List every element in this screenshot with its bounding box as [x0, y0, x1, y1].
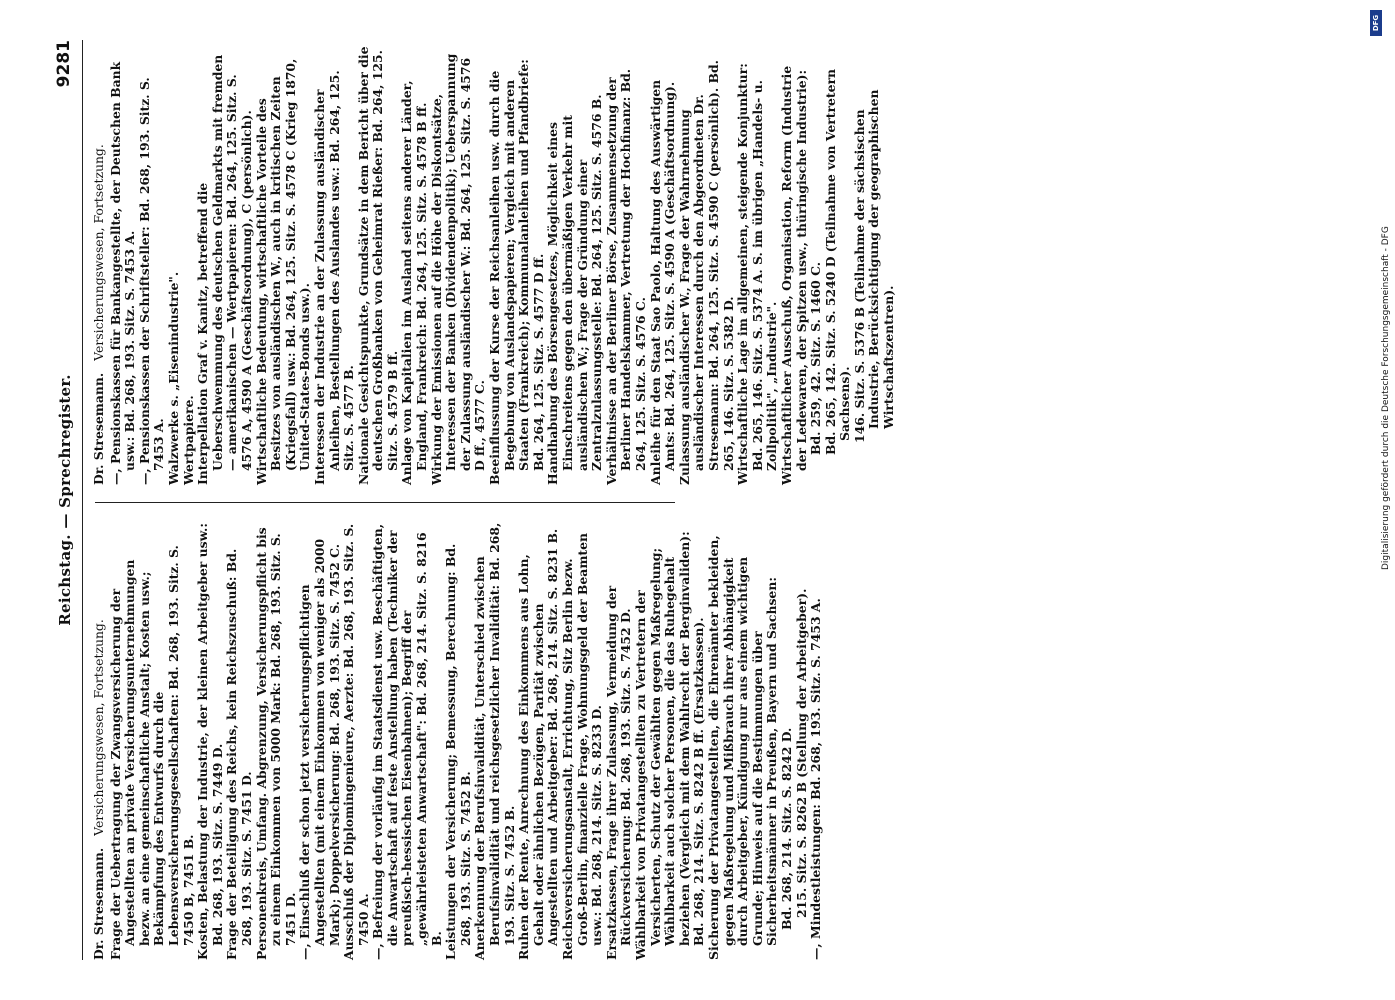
register-entry: Nationale Gesichtspunkte, Grundsätze in dem Bericht über die deutschen Großbanken von Geheimrat Rießer: Bd. 264, 125. Sitz. S. 4579 B ff.	[355, 46, 400, 485]
topic-context: Versicherungswesen, Fortsetzung.	[91, 144, 106, 361]
register-entry: Bd. 265, 142. Sitz. S. 5240 D (Teilnahme von Vertretern Sachsens).	[822, 68, 853, 455]
register-entry: Personenkreis, Umfang. Abgrenzung, Versicherungspflicht bis zu einem Einkommen von 5000 Mark: Bd. 268, 193. Sitz. S. 7451 D.	[253, 527, 298, 960]
register-entry: —, Pensionskassen der Schriftsteller: Bd. 268, 193. Sitz. S. 7453 A.	[136, 77, 167, 485]
register-entry: Anleihe für den Staat Sao Paolo, Haltung des Auswärtigen Amts: Bd. 264, 125. Sitz. S. 4590 A (Geschäftsordnung).	[647, 79, 678, 485]
register-entry: Anlage von Kapitalien im Ausland seitens anderer Länder, England, Frankreich: Bd. 264, 125. Sitz. S. 4578 B ff.	[399, 80, 430, 485]
speaker-name: Dr. Stresemann.	[91, 372, 106, 485]
dfg-badge	[1370, 10, 1382, 36]
register-entry: Wirtschaftliche Lage im allgemeinen, steigende Konjunktur: Bd. 265, 146. Sitz. S. 5374 A. S. im übrigen „Handels- u. Zollpolitik", „Industrie".	[735, 63, 780, 485]
dfg-badge-label: DFG	[1372, 14, 1380, 32]
register-entry: —, Befreiung der vorläufig im Staatsdienst usw. Beschäftigten, die Anwartschaft auf feste Anstellung haben (Techniker der preußisch-hessischen Eisenbahnen); Begriff der „gewährleisteten Anwartschaft": Bd. 268, 214. Sitz. S. 8216 B.	[370, 523, 444, 960]
left-column-head	[92, 520, 107, 960]
register-entry: Verhältnisse an der Berliner Börse, Zusammensetzung der Berliner Handelskammer, Vertretung der Hochfinanz: Bd. 264, 125. Sitz. S. 4576 C.	[603, 68, 648, 485]
register-entry: Handhabung des Börsengesetzes, Möglichkeit eines Einschreitens gegen den übermäßigen Verkehr mit ausländischen W.; Frage der Gründung einer Zentralzulassungsstelle: Bd. 264, 125. Sitz. S. 4576 B.	[545, 94, 605, 485]
speaker-name: Dr. Stresemann.	[91, 847, 106, 960]
register-entry: Wirtschaftliche Bedeutung, wirtschaftliche Vorteile des Besitzes von ausländischen W., auch in kritischen Zeiten (Kriegsfall) usw.: Bd. 264, 125. Sitz. S. 4578 C (Krieg 1870, United-States-Bonds usw.).	[253, 58, 313, 485]
header-rule	[82, 40, 83, 960]
register-entry: Frage der Beteiligung des Reichs, kein Reichszuschuß: Bd. 268, 193. Sitz. S. 7451 D.	[224, 548, 254, 960]
digitization-credit	[1368, 10, 1391, 990]
running-title: Reichstag. — Sprechregister.	[56, 374, 74, 626]
register-entry: Sicherung der Privatangestellten, die Ehrenämter bekleiden, gegen Maßregelung und Mißbrauch ihrer Abhängigkeit durch Arbeitgeber, Kündigung nur aus einem wichtigen Grunde; Hinweis auf die Bestimmungen über Sicherheitsmänner in Preußen, Bayern und Sachsen:	[705, 535, 780, 960]
register-entry: Walzwerke s. „Eisenindustrie".	[165, 271, 181, 485]
credit-text: Digitalisierung gefördert durch die Deutsche Forschungsgemeinschaft - DFG	[1381, 226, 1391, 570]
register-entry: Interpellation Graf v. Kanitz, betreffend die Ueberschwemmung des deutschen Geldmarkts mit fremden — amerikanischen — Wertpapieren: Bd. 264, 125. Sitz. S. 4576 A, 4590 A (Geschäftsordnung), C (persönlich).	[195, 54, 254, 485]
right-column	[92, 45, 897, 485]
register-entry: Wertpapiere.	[180, 395, 196, 485]
column-divider	[95, 502, 675, 503]
register-entry: Interessen der Industrie an der Zulassung ausländischer Anleihen, Bestellungen des Auslandes usw.: Bd. 264, 125. Sitz. S. 4577 B.	[311, 70, 357, 485]
register-entry: 146. Sitz. S. 5376 B (Teilnahme der sächsischen Industrie, Berücksichtigung der geographischen Wirtschaftszentren).	[851, 89, 897, 443]
register-entry: —, Einschluß der schon jetzt versicherungspflichtigen Angestellten (mit einem Einkommen von weniger als 2000 Mark); Doppelversicherung: Bd. 268, 193. Sitz. S. 7452 C.	[297, 538, 342, 960]
topic-context: Versicherungswesen, Fortsetzung.	[91, 619, 106, 836]
register-entry: 215. Sitz. S. 8262 B (Stellung der Arbeitgeber).	[793, 588, 809, 918]
register-entry: Frage der Uebertragung der Zwangsversicherung der Angestellten an private Versicherungsunternehmungen bezw. an eine gemeinschaftliche Anstalt; Kosten usw.; Bekämpfung des Entwurfs durch die Lebensversicherungsgesellschaften: Bd. 268, 193. Sitz. S. 7450 B, 7451 B.	[107, 545, 196, 960]
register-entry: Ausschluß der Diplomingenieure, Aerzte: Bd. 268, 193. Sitz. S. 7450 A.	[341, 523, 371, 960]
register-entry: Wirkung der Emissionen auf die Höhe der Diskontsätze, Interessen der Banken (Dividendenpolitik); Ueberspannung der Zulassung ausländischer W.: Bd. 264, 125. Sitz. S. 4576 D ff., 4577 C.	[428, 53, 488, 485]
right-column-head	[92, 45, 107, 485]
register-entry: Anerkennung der Berufsinvalidität, Unterschied zwischen Berufsinvalidität und reichsgesetzlicher Invalidität: Bd. 268, 193. Sitz. S. 7452 B.	[472, 522, 517, 960]
left-column	[92, 520, 824, 960]
register-entry: Beeinflussung der Kurse der Reichsanleihen usw. durch die Begebung von Auslandspapieren; Vergleich mit anderen Staaten (Frankreich); Kommunalanleihen und Pfandbriefe: Bd. 264, 125. Sitz. S. 4577 D ff.	[487, 59, 546, 485]
register-entry: —, Pensionskassen für Bankangestellte, der Deutschen Bank usw.: Bd. 268, 193. Sitz. S. 7453 A.	[107, 61, 138, 485]
register-entry: Zulassung ausländischer W., Frage der Wahrnehmung ausländischer Interessen durch den Abgeordneten Dr. Stresemann: Bd. 264, 125. Sitz. S. 4590 C (persönlich). Bd. 265, 146. Sitz. S. 5382 D.	[676, 60, 736, 485]
register-entry: Leistungen der Versicherung; Bemessung, Berechnung: Bd. 268, 193. Sitz. S. 7452 B.	[443, 543, 473, 960]
register-entry: Kosten, Belastung der Industrie, der kleinen Arbeitgeber usw.: Bd. 268, 193. Sitz. S. 7449 D.	[195, 523, 225, 960]
page-header	[50, 40, 80, 960]
register-entry: Ersatzkassen, Frage ihrer Zulassung, Vermeidung der Rückversicherung: Bd. 268, 193. Sitz. S. 7452 D.	[603, 585, 634, 960]
register-entry: Bd. 259, 42. Sitz. S. 1460 C.	[808, 261, 824, 455]
register-entry: Ruhen der Rente, Anrechnung des Einkommens aus Lohn, Gehalt oder ähnlichen Bezügen, Parität zwischen Angestellten und Arbeitgeber: Bd. 268, 214. Sitz. S. 8231 B.	[516, 528, 561, 960]
register-entry: —, Mindestleistungen: Bd. 268, 193. Sitz. S. 7453 A.	[808, 598, 824, 960]
register-entry: Bd. 268, 214. Sitz. S. 8242 D.	[778, 727, 794, 930]
register-entry: Wählbarkeit von Privatangestellten zu Vertretern der Versicherten, Schutz der Gewählten gegen Maßregelung; Wählbarkeit auch solcher Personen, die das Ruhegehalt beziehen (Vergleich mit dem Wahlrecht der Berginvaliden): Bd. 268, 214. Sitz. S. 8242 B ff. (Ersatzkassen).	[632, 531, 707, 960]
register-entry: Reichsversicherungsanstalt, Errichtung, Sitz Berlin bezw. Groß-Berlin, finanzielle Frage, Wohnungsgeld der Beamten usw.: Bd. 268, 214. Sitz. S. 8233 D.	[560, 532, 605, 960]
register-entry: Wirtschaftlicher Ausschuß, Organisation, Reform (Industrie der Ledewaren, der Spitzen usw., thüringische Industrie):	[778, 65, 809, 485]
page-number: 9281	[54, 40, 74, 88]
